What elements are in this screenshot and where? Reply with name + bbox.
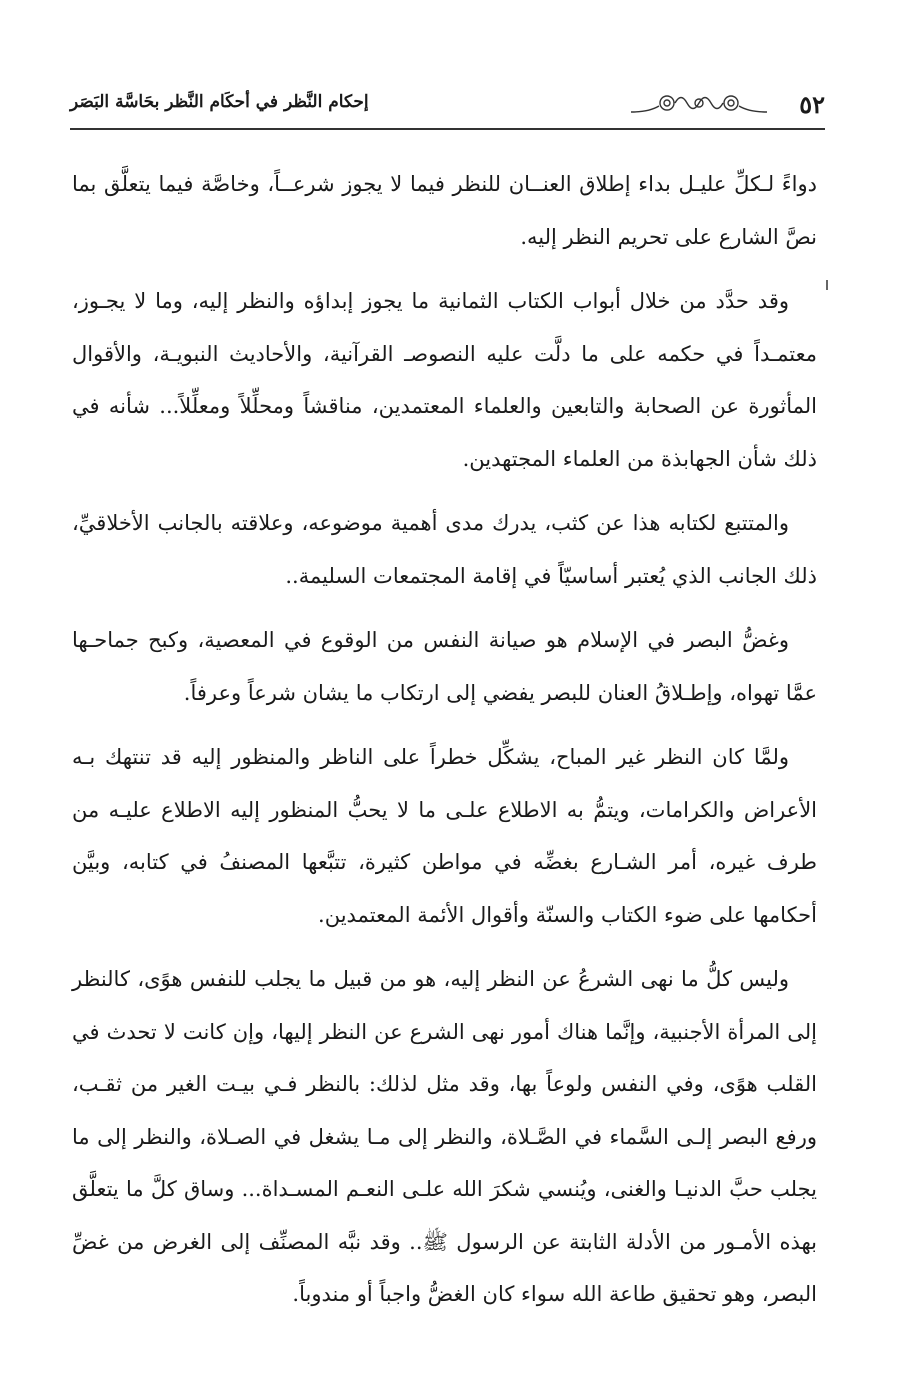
paragraph: ولمَّا كان النظر غير المباح، يشكِّل خطراً على الناظر والمنظور إليه قد تنتهك بـه الأعراض والكرامات، ويتمُّ به الاطلاع علـى ما لا يحبُّ المنظور إليه الاطلاع عليـه من طرف غيره، أمر الشـارع بغضِّه في مواطن كثيرة، تتبَّعها المصنفُ في كتابه، وبيَّن أحكامها على ضوء الكتاب والسنّة وأقوال الأئمة المعتمدين. bbox=[72, 745, 817, 927]
paragraph: دواءً لـكلِّ عليـل بداء إطلاق العنــان للنظر فيما لا يجوز شرعــاً، وخاصَّة فيما يتعلَّق بما نصَّ الشارع على تحريم النظر إليه. bbox=[72, 172, 817, 249]
page-header bbox=[70, 84, 825, 130]
margin-mark bbox=[826, 280, 828, 290]
paragraph: والمتتبع لكتابه هذا عن كثب، يدرك مدى أهمية موضوعه، وعلاقته بالجانب الأخلاقيِّ، ذلك الجانب الذي يُعتبر أساسيّاً في إقامة المجتمعات السليمة.. bbox=[72, 511, 817, 588]
paragraph: وغضُّ البصر في الإسلام هو صيانة النفس من الوقوع في المعصية، وكبح جماحـها عمَّا تهواه، وإطـلاقُ العنان للبصر يفضي إلى ارتكاب ما يشان شرعاً وعرفاً. bbox=[72, 628, 817, 705]
body-text bbox=[72, 158, 817, 1333]
header-divider bbox=[70, 128, 825, 130]
running-title: إحكام النَّظر في أحكَام النَّظر بحَاسَّة البَصَر bbox=[70, 92, 369, 112]
ornament-icon bbox=[629, 88, 769, 118]
page-number: ٥٢ bbox=[799, 90, 825, 119]
paragraph: وقد حدَّد من خلال أبواب الكتاب الثمانية ما يجوز إبداؤه والنظر إليه، وما لا يجـوز، معتمـداً في حكمه على ما دلَّت عليه النصوصـ القرآنية، والأحاديث النبويـة، والأقوال المأثورة عن الصحابة والتابعين والعلماء المعتمدين، مناقشاً ومحلِّلاً ومعلِّلاً... شأنه في ذلك شأن الجهابذة من العلماء المجتهدين. bbox=[72, 289, 817, 471]
paragraph: وليس كلُّ ما نهى الشرعُ عن النظر إليه، هو من قبيل ما يجلب للنفس هوًى، كالنظر إلى المرأة الأجنبية، وإنَّما هناك أمور نهى الشرع عن النظر إليها، وإن كانت لا تحدث في القلب هوًى، وفي النفس ولوعاً بها، وقد مثل لذلك: بالنظر فـي بيـت الغير من ثقـب، ورفع البصر إلـى السَّماء في الصَّـلاة، والنظر إلى مـا يشغل في الصـلاة، والنظر إلى ما يجلب حبَّ الدنيـا والغنى، ويُنسي شكرَ الله علـى النعـم المسـداة... وساق كلَّ ما يتعلَّق بهذه الأمـور من الأدلة الثابتة عن الرسول ﷺ.. وقد نبَّه المصنِّف إلى الغرض من غضِّ البصر، وهو تحقيق طاعة الله سواء كان الغضُّ واجباً أو مندوباً. bbox=[72, 967, 817, 1306]
